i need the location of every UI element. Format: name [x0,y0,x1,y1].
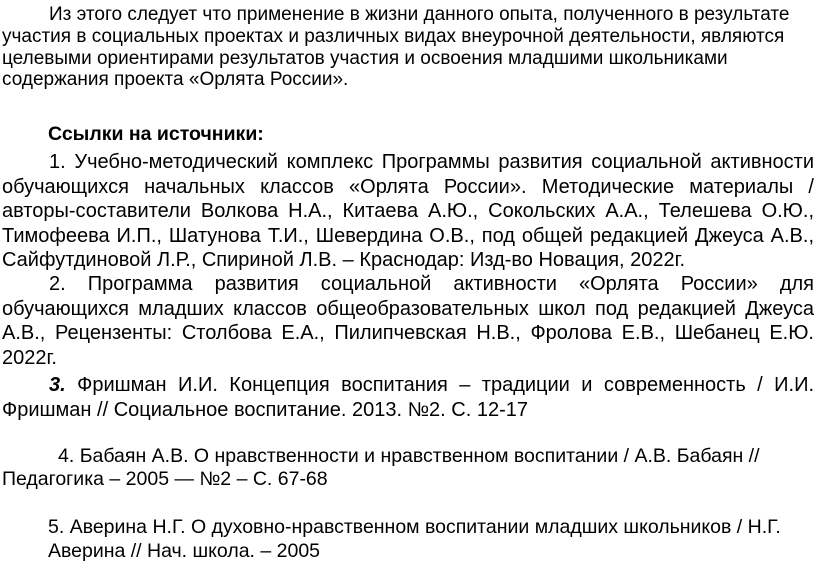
reference-text: Аверина Н.Г. О духовно-нравственном воспитании младших школьников / Н.Г. Аверина // Нач. школа. – 2005 [48,516,781,562]
reference-number: 1. [49,151,66,173]
reference-text: Программа развития социальной активности «Орлята России» для обучающихся младших классов общеобразовательных школ под редакцией Джеуса А.В., Рецензенты: Столбова Е.А., Пилипчевская Н.В., Фролова Е.В., Шебанец Е.Ю. 2022г. [2,273,814,369]
reference-text: Учебно-методический комплекс Программы развития социальной активности обучающихся начальных классов «Орлята России». Методические материалы / авторы-составители Волкова Н.А., Китаева А.Ю., Сокольских А.А., Телешева О.Ю., Тимофеева И.П., Шатунова Т.И., Шевердина О.В., под общей редакцией Джеуса А.В., Сайфутдиновой Л.Р., Спириной Л.В. – Краснодар: Изд-во Новация, 2022г. [2,151,814,272]
reference-item-2 [2,272,814,370]
intro-paragraph: Из этого следует что применение в жизни данного опыта, полученного в результате участия в социальных проектах и различных видах внеурочной деятельности, являются целевыми ориентирами результатов участия и освоения младшими школьниками содержания проекта «Орлята России». [2,4,790,91]
reference-item-4 [2,445,814,490]
references-heading: Ссылки на источники: [48,123,264,145]
reference-number: 4. [58,445,75,467]
reference-item-1 [2,150,814,273]
reference-text: Бабаян А.В. О нравственности и нравственном воспитании / А.В. Бабаян // Педагогика – 2005 — №2 – С. 67-68 [2,445,760,490]
reference-number: 2. [49,273,66,295]
reference-item-5 [48,515,814,563]
reference-item-3 [2,373,814,422]
reference-number: 3. [49,374,66,396]
reference-number: 5. [48,516,65,538]
reference-text: Фришман И.И. Концепция воспитания – традиции и современность / И.И. Фришман // Социальное воспитание. 2013. №2. С. 12-17 [2,374,815,421]
